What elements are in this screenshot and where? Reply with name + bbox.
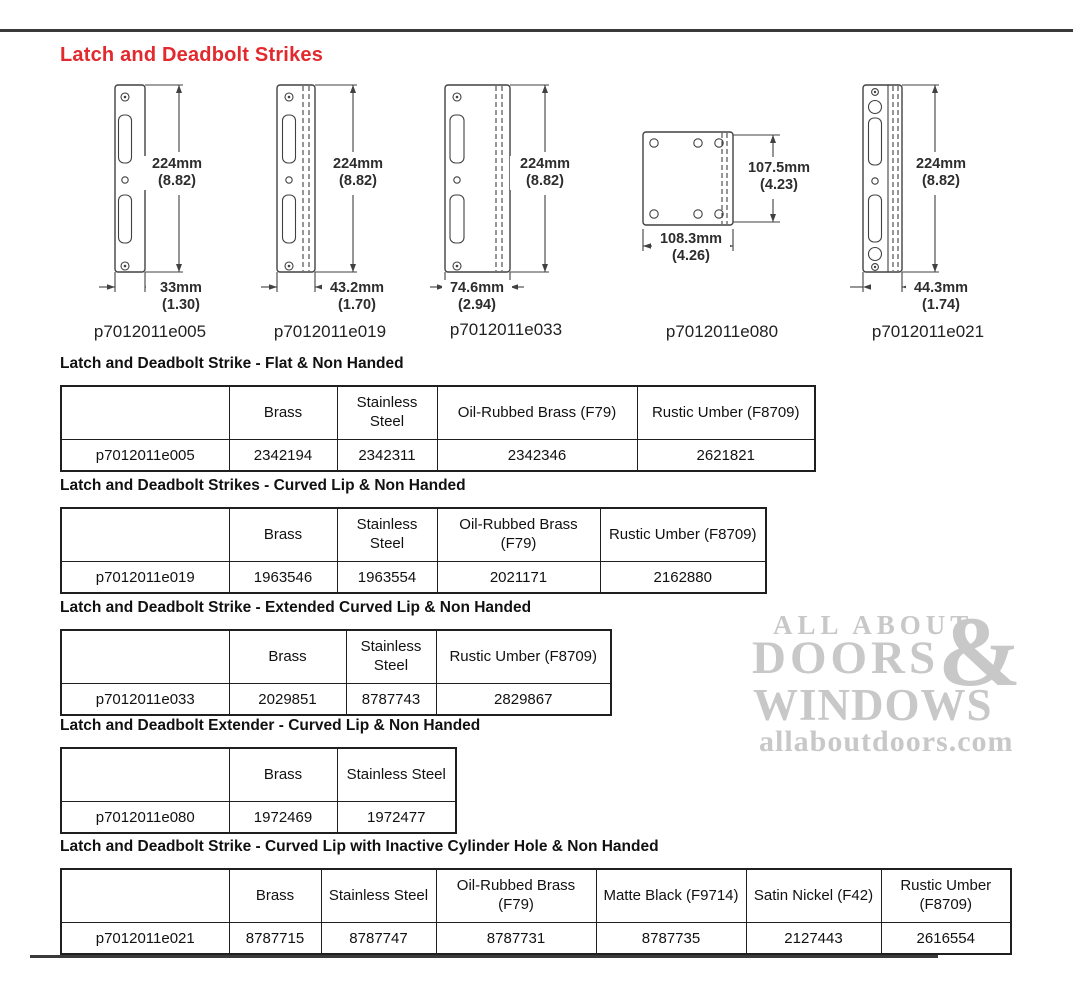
dim-height-e019: 224mm (8.82) — [323, 156, 393, 190]
table-block-extender — [60, 717, 480, 834]
column-header — [61, 508, 229, 562]
watermark-url: allaboutdoors.com — [759, 725, 1014, 758]
column-header — [61, 386, 229, 440]
dim-height-e005: 224mm (8.82) — [142, 156, 212, 190]
part-code-cell: 2021171 — [437, 562, 600, 594]
part-number-cell: p7012011e080 — [61, 802, 229, 834]
column-header: Stainless Steel — [346, 630, 436, 684]
column-header: Stainless Steel — [337, 508, 437, 562]
part-number-cell: p7012011e005 — [61, 440, 229, 472]
dim-height-e033: 224mm (8.82) — [510, 156, 580, 190]
part-code-cell: 2127443 — [746, 923, 881, 955]
column-header — [61, 748, 229, 802]
column-header: Rustic Umber (F8709) — [600, 508, 766, 562]
table-row — [61, 440, 815, 472]
part-code-cell: 2342194 — [229, 440, 337, 472]
dim-width-e033: 74.6mm (2.94) — [442, 280, 512, 314]
column-header: Stainless Steel — [337, 386, 437, 440]
part-number-cell: p7012011e019 — [61, 562, 229, 594]
table-title: Latch and Deadbolt Strike - Curved Lip with Inactive Cylinder Hole & Non Handed — [60, 838, 659, 855]
table-title: Latch and Deadbolt Extender - Curved Lip & Non Handed — [60, 717, 481, 734]
column-header: Oil-Rubbed Brass (F79) — [437, 508, 600, 562]
column-header: Matte Black (F9714) — [596, 869, 746, 923]
part-code-cell: 8787747 — [321, 923, 436, 955]
dim-width-e019: 43.2mm (1.70) — [322, 280, 392, 314]
table-title: Latch and Deadbolt Strikes - Curved Lip & Non Handed — [60, 477, 466, 494]
table-row — [61, 562, 766, 594]
part-number-e005: p7012011e005 — [93, 322, 207, 341]
part-code-cell: 1972469 — [229, 802, 337, 834]
table-row — [61, 923, 1011, 955]
table-title: Latch and Deadbolt Strike - Extended Curved Lip & Non Handed — [60, 599, 532, 616]
parts-table-curved-lip — [60, 507, 767, 594]
part-code-cell: 8787743 — [346, 684, 436, 716]
top-divider — [0, 29, 1073, 32]
dim-height-e021: 224mm (8.82) — [906, 156, 976, 190]
part-number-cell: p7012011e033 — [61, 684, 229, 716]
column-header: Stainless Steel — [337, 748, 456, 802]
parts-table-flat — [60, 385, 816, 472]
part-code-cell: 1963554 — [337, 562, 437, 594]
part-code-cell: 8787731 — [436, 923, 596, 955]
table-block-cylinder-hole — [60, 838, 1012, 955]
column-header — [61, 869, 229, 923]
watermark-text: WINDOWS — [753, 680, 993, 730]
part-code-cell: 1972477 — [337, 802, 456, 834]
table-row — [61, 684, 611, 716]
part-number-cell: p7012011e021 — [61, 923, 229, 955]
column-header: Brass — [229, 748, 337, 802]
column-header: Oil-Rubbed Brass (F79) — [436, 869, 596, 923]
part-code-cell: 2621821 — [637, 440, 815, 472]
part-code-cell: 2829867 — [436, 684, 611, 716]
dim-width-e080: 108.3mm (4.26) — [652, 231, 730, 265]
part-code-cell: 8787715 — [229, 923, 321, 955]
column-header: Rustic Umber (F8709) — [637, 386, 815, 440]
column-header: Oil-Rubbed Brass (F79) — [437, 386, 637, 440]
part-code-cell: 2342346 — [437, 440, 637, 472]
part-number-e033: p7012011e033 — [449, 320, 563, 339]
dim-width-e021: 44.3mm (1.74) — [906, 280, 976, 314]
column-header: Rustic Umber (F8709) — [436, 630, 611, 684]
table-title: Latch and Deadbolt Strike - Flat & Non Handed — [60, 355, 404, 372]
table-block-extended-lip — [60, 599, 612, 716]
table-row — [61, 802, 456, 834]
watermark-ampersand: & — [938, 596, 1022, 707]
part-code-cell: 2342311 — [337, 440, 437, 472]
column-header: Brass — [229, 869, 321, 923]
part-number-e021: p7012011e021 — [871, 322, 985, 341]
column-header: Brass — [229, 630, 346, 684]
watermark-text: ALL ABOUT — [773, 610, 974, 640]
page-title: Latch and Deadbolt Strikes — [60, 44, 324, 66]
dim-height-e080: 107.5mm (4.23) — [740, 160, 818, 194]
watermark-text: DOORS — [752, 632, 940, 684]
parts-table-extended-lip — [60, 629, 612, 716]
parts-table-extender — [60, 747, 457, 834]
part-number-e019: p7012011e019 — [273, 322, 387, 341]
part-code-cell: 8787735 — [596, 923, 746, 955]
part-code-cell: 2162880 — [600, 562, 766, 594]
column-header: Satin Nickel (F42) — [746, 869, 881, 923]
column-header — [61, 630, 229, 684]
bottom-divider — [30, 955, 938, 958]
part-code-cell: 1963546 — [229, 562, 337, 594]
parts-table-cylinder-hole — [60, 868, 1012, 955]
part-code-cell: 2616554 — [881, 923, 1011, 955]
part-code-cell: 2029851 — [229, 684, 346, 716]
watermark — [745, 596, 1035, 768]
column-header: Rustic Umber (F8709) — [881, 869, 1011, 923]
column-header: Brass — [229, 386, 337, 440]
column-header: Brass — [229, 508, 337, 562]
dim-width-e005: 33mm (1.30) — [146, 280, 216, 314]
column-header: Stainless Steel — [321, 869, 436, 923]
table-block-curved-lip — [60, 477, 767, 594]
table-block-flat — [60, 355, 816, 472]
part-number-e080: p7012011e080 — [665, 322, 779, 341]
